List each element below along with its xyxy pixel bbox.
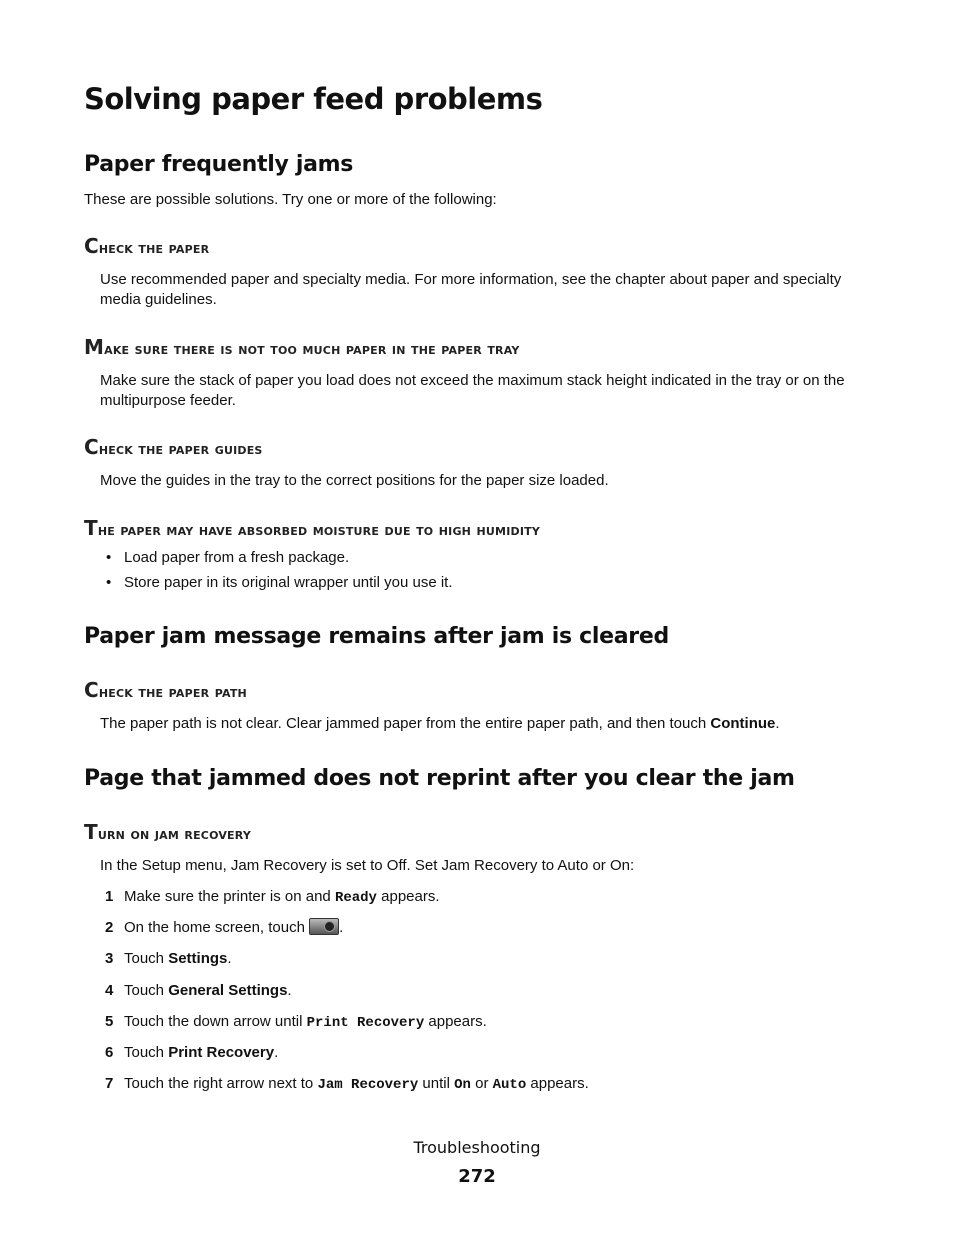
paragraph-too-much-paper: Make sure the stack of paper you load does not exceed the maximum stack height indicated in the tray or on the multipurpose feeder. (100, 372, 845, 409)
list-item: • Store paper in its original wrapper until you use it. (104, 570, 453, 595)
paragraph-paper-guides: Move the guides in the tray to the correct positions for the paper size loaded. (100, 472, 609, 489)
step-item: 6 Touch Print Recovery. (105, 1043, 279, 1061)
step-item: 2 On the home screen, touch . (105, 919, 344, 937)
step-item: 7 Touch the right arrow next to Jam Recovery until On or Auto appears. (105, 1075, 589, 1094)
step-item: 3 Touch Settings. (105, 950, 232, 968)
step-item: 4 Touch General Settings. (105, 981, 292, 999)
subheading-too-much-paper: Make sure there is not too much paper in the paper tray (84, 335, 520, 359)
subheading-paper-guides: Check the paper guides (84, 435, 263, 459)
paragraph-paper-path: The paper path is not clear. Clear jammed paper from the entire paper path, and then touch Continue. (100, 715, 780, 732)
section-heading-paper-jams: Paper frequently jams (84, 152, 354, 177)
page-title: Solving paper feed problems (84, 82, 543, 116)
page-number: 272 (458, 1166, 496, 1187)
subheading-check-paper: Check the paper (84, 234, 210, 258)
paragraph-check-paper: Use recommended paper and specialty media. For more information, see the chapter about paper and specialty media guidelines. (100, 271, 842, 308)
list-item: • Load paper from a fresh package. (104, 545, 453, 570)
subheading-moisture: The paper may have absorbed moisture due to high humidity (84, 516, 540, 540)
bullet-list (104, 545, 453, 595)
section-intro: These are possible solutions. Try one or more of the following: (84, 191, 497, 208)
footer-section-label: Troubleshooting (413, 1138, 541, 1157)
paragraph-jam-recovery-intro: In the Setup menu, Jam Recovery is set to Off. Set Jam Recovery to Auto or On: (100, 857, 635, 874)
steps-list (102, 884, 589, 1102)
section-heading-jam-message: Paper jam message remains after jam is cleared (84, 624, 669, 649)
bullet-icon: • (106, 549, 112, 566)
step-item: 1 Make sure the printer is on and Ready appears. (105, 888, 440, 906)
subheading-jam-recovery: Turn on jam recovery (84, 820, 252, 844)
settings-icon (309, 918, 339, 935)
subheading-paper-path: Check the paper path (84, 678, 247, 702)
bullet-icon: • (106, 574, 112, 591)
step-item: 5 Touch the down arrow until Print Recovery appears. (105, 1012, 487, 1031)
section-heading-reprint: Page that jammed does not reprint after you clear the jam (84, 766, 795, 791)
